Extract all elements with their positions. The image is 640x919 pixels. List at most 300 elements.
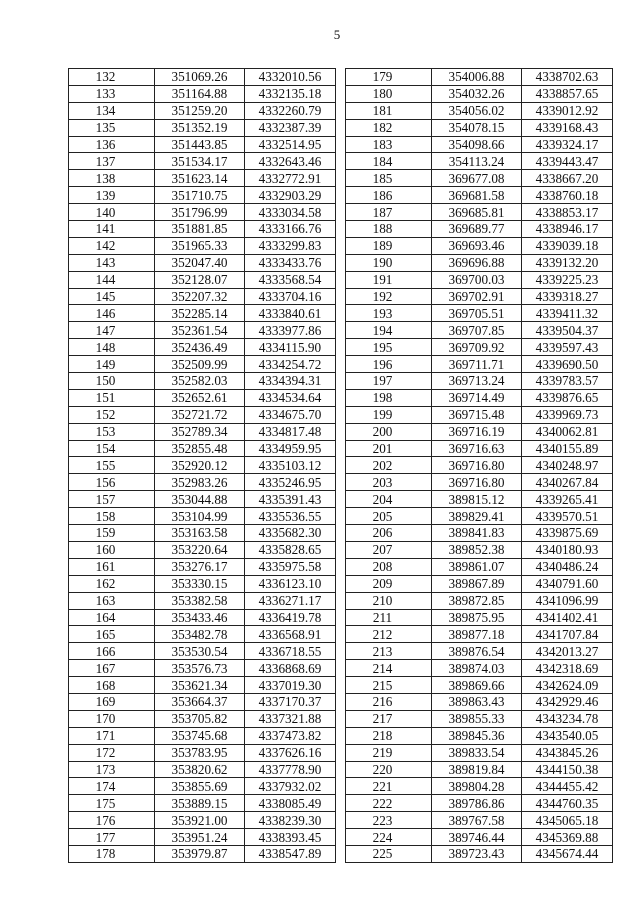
table-row [69, 609, 336, 626]
x-coordinate-cell: 354006.88 [432, 69, 522, 86]
y-coordinate-cell: 4333568.54 [245, 271, 336, 288]
x-coordinate-cell: 352652.61 [155, 389, 245, 406]
point-number-cell: 217 [346, 710, 432, 727]
x-coordinate-cell: 369716.80 [432, 457, 522, 474]
table-row [346, 660, 613, 677]
point-number-cell: 154 [69, 440, 155, 457]
point-number-cell: 146 [69, 305, 155, 322]
point-number-cell: 147 [69, 322, 155, 339]
point-number-cell: 222 [346, 795, 432, 812]
table-row [346, 406, 613, 423]
y-coordinate-cell: 4345674.44 [522, 845, 613, 862]
x-coordinate-cell: 352128.07 [155, 271, 245, 288]
point-number-cell: 139 [69, 187, 155, 204]
point-number-cell: 155 [69, 457, 155, 474]
point-number-cell: 185 [346, 170, 432, 187]
table-row [346, 592, 613, 609]
y-coordinate-cell: 4338853.17 [522, 204, 613, 221]
y-coordinate-cell: 4337778.90 [245, 761, 336, 778]
x-coordinate-cell: 389875.95 [432, 609, 522, 626]
point-number-cell: 132 [69, 69, 155, 86]
y-coordinate-cell: 4339318.27 [522, 288, 613, 305]
table-row [346, 744, 613, 761]
point-number-cell: 145 [69, 288, 155, 305]
point-number-cell: 188 [346, 221, 432, 238]
table-row [346, 204, 613, 221]
table-row [69, 339, 336, 356]
table-row [69, 406, 336, 423]
point-number-cell: 197 [346, 373, 432, 390]
x-coordinate-cell: 369702.91 [432, 288, 522, 305]
y-coordinate-cell: 4339597.43 [522, 339, 613, 356]
table-row [346, 541, 613, 558]
table-row [69, 693, 336, 710]
x-coordinate-cell: 353163.58 [155, 525, 245, 542]
table-row [346, 85, 613, 102]
x-coordinate-cell: 353482.78 [155, 626, 245, 643]
y-coordinate-cell: 4333299.83 [245, 237, 336, 254]
y-coordinate-cell: 4333840.61 [245, 305, 336, 322]
table-row [69, 254, 336, 271]
table-row [346, 626, 613, 643]
table-row [346, 237, 613, 254]
point-number-cell: 133 [69, 85, 155, 102]
x-coordinate-cell: 369681.58 [432, 187, 522, 204]
table-row [69, 305, 336, 322]
y-coordinate-cell: 4345065.18 [522, 812, 613, 829]
x-coordinate-cell: 389877.18 [432, 626, 522, 643]
y-coordinate-cell: 4335391.43 [245, 491, 336, 508]
point-number-cell: 212 [346, 626, 432, 643]
table-row [346, 609, 613, 626]
table-row [346, 305, 613, 322]
point-number-cell: 173 [69, 761, 155, 778]
coordinates-table-right [345, 68, 613, 863]
x-coordinate-cell: 353705.82 [155, 710, 245, 727]
y-coordinate-cell: 4336271.17 [245, 592, 336, 609]
table-row [69, 626, 336, 643]
point-number-cell: 162 [69, 575, 155, 592]
point-number-cell: 223 [346, 812, 432, 829]
y-coordinate-cell: 4333034.58 [245, 204, 336, 221]
table-row [69, 829, 336, 846]
point-number-cell: 134 [69, 102, 155, 119]
x-coordinate-cell: 369700.03 [432, 271, 522, 288]
table-row [346, 643, 613, 660]
point-number-cell: 221 [346, 778, 432, 795]
table-row [346, 187, 613, 204]
table-row [69, 288, 336, 305]
table-row [69, 271, 336, 288]
table-row [69, 558, 336, 575]
y-coordinate-cell: 4345369.88 [522, 829, 613, 846]
table-row [346, 491, 613, 508]
table-row [69, 356, 336, 373]
table-row [346, 373, 613, 390]
point-number-cell: 182 [346, 119, 432, 136]
x-coordinate-cell: 353276.17 [155, 558, 245, 575]
table-row [69, 660, 336, 677]
x-coordinate-cell: 351965.33 [155, 237, 245, 254]
point-number-cell: 143 [69, 254, 155, 271]
table-row [69, 170, 336, 187]
x-coordinate-cell: 351623.14 [155, 170, 245, 187]
x-coordinate-cell: 351164.88 [155, 85, 245, 102]
x-coordinate-cell: 351352.19 [155, 119, 245, 136]
x-coordinate-cell: 354098.66 [432, 136, 522, 153]
point-number-cell: 206 [346, 525, 432, 542]
x-coordinate-cell: 353433.46 [155, 609, 245, 626]
y-coordinate-cell: 4339504.37 [522, 322, 613, 339]
y-coordinate-cell: 4338393.45 [245, 829, 336, 846]
point-number-cell: 202 [346, 457, 432, 474]
point-number-cell: 171 [69, 727, 155, 744]
point-number-cell: 213 [346, 643, 432, 660]
point-number-cell: 211 [346, 609, 432, 626]
x-coordinate-cell: 353104.99 [155, 508, 245, 525]
point-number-cell: 192 [346, 288, 432, 305]
point-number-cell: 210 [346, 592, 432, 609]
point-number-cell: 149 [69, 356, 155, 373]
x-coordinate-cell: 353530.54 [155, 643, 245, 660]
x-coordinate-cell: 352207.32 [155, 288, 245, 305]
x-coordinate-cell: 353745.68 [155, 727, 245, 744]
x-coordinate-cell: 389876.54 [432, 643, 522, 660]
point-number-cell: 152 [69, 406, 155, 423]
point-number-cell: 200 [346, 423, 432, 440]
table-row [69, 643, 336, 660]
x-coordinate-cell: 369685.81 [432, 204, 522, 221]
table-row [69, 727, 336, 744]
point-number-cell: 136 [69, 136, 155, 153]
x-coordinate-cell: 353220.64 [155, 541, 245, 558]
table-row [346, 136, 613, 153]
y-coordinate-cell: 4339168.43 [522, 119, 613, 136]
y-coordinate-cell: 4344150.38 [522, 761, 613, 778]
y-coordinate-cell: 4337473.82 [245, 727, 336, 744]
x-coordinate-cell: 389841.83 [432, 525, 522, 542]
table-row [346, 440, 613, 457]
point-number-cell: 187 [346, 204, 432, 221]
table-row [346, 69, 613, 86]
table-row [346, 119, 613, 136]
y-coordinate-cell: 4339875.69 [522, 525, 613, 542]
y-coordinate-cell: 4342929.46 [522, 693, 613, 710]
y-coordinate-cell: 4339132.20 [522, 254, 613, 271]
point-number-cell: 138 [69, 170, 155, 187]
table-row [69, 440, 336, 457]
point-number-cell: 207 [346, 541, 432, 558]
y-coordinate-cell: 4339324.17 [522, 136, 613, 153]
x-coordinate-cell: 353382.58 [155, 592, 245, 609]
point-number-cell: 150 [69, 373, 155, 390]
table-row [69, 204, 336, 221]
y-coordinate-cell: 4334394.31 [245, 373, 336, 390]
table-row [346, 423, 613, 440]
x-coordinate-cell: 353921.00 [155, 812, 245, 829]
x-coordinate-cell: 369677.08 [432, 170, 522, 187]
y-coordinate-cell: 4338667.20 [522, 170, 613, 187]
point-number-cell: 172 [69, 744, 155, 761]
y-coordinate-cell: 4339443.47 [522, 153, 613, 170]
y-coordinate-cell: 4339969.73 [522, 406, 613, 423]
x-coordinate-cell: 389833.54 [432, 744, 522, 761]
point-number-cell: 225 [346, 845, 432, 862]
y-coordinate-cell: 4333433.76 [245, 254, 336, 271]
x-coordinate-cell: 352855.48 [155, 440, 245, 457]
table-row [69, 322, 336, 339]
table-row [346, 710, 613, 727]
y-coordinate-cell: 4337170.37 [245, 693, 336, 710]
x-coordinate-cell: 369696.88 [432, 254, 522, 271]
point-number-cell: 218 [346, 727, 432, 744]
y-coordinate-cell: 4336568.91 [245, 626, 336, 643]
point-number-cell: 142 [69, 237, 155, 254]
point-number-cell: 203 [346, 474, 432, 491]
point-number-cell: 141 [69, 221, 155, 238]
table-row [346, 356, 613, 373]
y-coordinate-cell: 4339690.50 [522, 356, 613, 373]
table-row [346, 575, 613, 592]
y-coordinate-cell: 4332643.46 [245, 153, 336, 170]
table-row [69, 677, 336, 694]
table-row [69, 102, 336, 119]
x-coordinate-cell: 389872.85 [432, 592, 522, 609]
y-coordinate-cell: 4338239.30 [245, 812, 336, 829]
point-number-cell: 201 [346, 440, 432, 457]
x-coordinate-cell: 369716.80 [432, 474, 522, 491]
point-number-cell: 209 [346, 575, 432, 592]
x-coordinate-cell: 369714.49 [432, 389, 522, 406]
y-coordinate-cell: 4334817.48 [245, 423, 336, 440]
x-coordinate-cell: 389869.66 [432, 677, 522, 694]
point-number-cell: 204 [346, 491, 432, 508]
table-row [346, 761, 613, 778]
x-coordinate-cell: 389845.36 [432, 727, 522, 744]
table-row [346, 102, 613, 119]
point-number-cell: 205 [346, 508, 432, 525]
y-coordinate-cell: 4339265.41 [522, 491, 613, 508]
table-row [69, 778, 336, 795]
table-row [69, 541, 336, 558]
table-row [69, 508, 336, 525]
y-coordinate-cell: 4337626.16 [245, 744, 336, 761]
point-number-cell: 214 [346, 660, 432, 677]
x-coordinate-cell: 353664.37 [155, 693, 245, 710]
point-number-cell: 184 [346, 153, 432, 170]
x-coordinate-cell: 352582.03 [155, 373, 245, 390]
x-coordinate-cell: 354078.15 [432, 119, 522, 136]
table-row [346, 322, 613, 339]
y-coordinate-cell: 4332260.79 [245, 102, 336, 119]
point-number-cell: 153 [69, 423, 155, 440]
x-coordinate-cell: 352361.54 [155, 322, 245, 339]
table-row [346, 474, 613, 491]
x-coordinate-cell: 389867.89 [432, 575, 522, 592]
x-coordinate-cell: 352721.72 [155, 406, 245, 423]
table-row [69, 389, 336, 406]
y-coordinate-cell: 4335536.55 [245, 508, 336, 525]
x-coordinate-cell: 352285.14 [155, 305, 245, 322]
x-coordinate-cell: 389746.44 [432, 829, 522, 846]
y-coordinate-cell: 4340062.81 [522, 423, 613, 440]
table-row [346, 812, 613, 829]
y-coordinate-cell: 4335828.65 [245, 541, 336, 558]
y-coordinate-cell: 4339570.51 [522, 508, 613, 525]
x-coordinate-cell: 369689.77 [432, 221, 522, 238]
y-coordinate-cell: 4342624.09 [522, 677, 613, 694]
x-coordinate-cell: 353330.15 [155, 575, 245, 592]
x-coordinate-cell: 352983.26 [155, 474, 245, 491]
x-coordinate-cell: 389767.58 [432, 812, 522, 829]
table-row [346, 525, 613, 542]
table-row [346, 795, 613, 812]
point-number-cell: 179 [346, 69, 432, 86]
table-row [346, 271, 613, 288]
x-coordinate-cell: 354113.24 [432, 153, 522, 170]
point-number-cell: 151 [69, 389, 155, 406]
y-coordinate-cell: 4336123.10 [245, 575, 336, 592]
x-coordinate-cell: 369711.71 [432, 356, 522, 373]
point-number-cell: 180 [346, 85, 432, 102]
x-coordinate-cell: 389861.07 [432, 558, 522, 575]
table-row [69, 221, 336, 238]
y-coordinate-cell: 4333977.86 [245, 322, 336, 339]
x-coordinate-cell: 389815.12 [432, 491, 522, 508]
x-coordinate-cell: 389829.41 [432, 508, 522, 525]
x-coordinate-cell: 389855.33 [432, 710, 522, 727]
table-row [346, 677, 613, 694]
table-row [69, 845, 336, 862]
point-number-cell: 176 [69, 812, 155, 829]
x-coordinate-cell: 369715.48 [432, 406, 522, 423]
y-coordinate-cell: 4332010.56 [245, 69, 336, 86]
table-row [69, 457, 336, 474]
y-coordinate-cell: 4338702.63 [522, 69, 613, 86]
point-number-cell: 194 [346, 322, 432, 339]
y-coordinate-cell: 4342013.27 [522, 643, 613, 660]
y-coordinate-cell: 4334115.90 [245, 339, 336, 356]
point-number-cell: 220 [346, 761, 432, 778]
x-coordinate-cell: 369693.46 [432, 237, 522, 254]
x-coordinate-cell: 351443.85 [155, 136, 245, 153]
point-number-cell: 158 [69, 508, 155, 525]
x-coordinate-cell: 369716.63 [432, 440, 522, 457]
y-coordinate-cell: 4341096.99 [522, 592, 613, 609]
point-number-cell: 198 [346, 389, 432, 406]
y-coordinate-cell: 4333704.16 [245, 288, 336, 305]
x-coordinate-cell: 389874.03 [432, 660, 522, 677]
x-coordinate-cell: 354032.26 [432, 85, 522, 102]
x-coordinate-cell: 351259.20 [155, 102, 245, 119]
x-coordinate-cell: 352436.49 [155, 339, 245, 356]
point-number-cell: 175 [69, 795, 155, 812]
table-row [346, 254, 613, 271]
table-row [69, 119, 336, 136]
y-coordinate-cell: 4338085.49 [245, 795, 336, 812]
table-row [69, 187, 336, 204]
x-coordinate-cell: 369707.85 [432, 322, 522, 339]
y-coordinate-cell: 4335975.58 [245, 558, 336, 575]
point-number-cell: 161 [69, 558, 155, 575]
x-coordinate-cell: 369713.24 [432, 373, 522, 390]
table-row [346, 339, 613, 356]
table-row [346, 288, 613, 305]
table-row [69, 761, 336, 778]
point-number-cell: 189 [346, 237, 432, 254]
x-coordinate-cell: 353979.87 [155, 845, 245, 862]
table-row [69, 153, 336, 170]
y-coordinate-cell: 4343540.05 [522, 727, 613, 744]
y-coordinate-cell: 4338946.17 [522, 221, 613, 238]
y-coordinate-cell: 4343234.78 [522, 710, 613, 727]
point-number-cell: 144 [69, 271, 155, 288]
x-coordinate-cell: 352920.12 [155, 457, 245, 474]
x-coordinate-cell: 353855.69 [155, 778, 245, 795]
x-coordinate-cell: 353820.62 [155, 761, 245, 778]
point-number-cell: 163 [69, 592, 155, 609]
point-number-cell: 166 [69, 643, 155, 660]
x-coordinate-cell: 389852.38 [432, 541, 522, 558]
x-coordinate-cell: 389723.43 [432, 845, 522, 862]
table-row [346, 727, 613, 744]
y-coordinate-cell: 4341707.84 [522, 626, 613, 643]
point-number-cell: 174 [69, 778, 155, 795]
point-number-cell: 167 [69, 660, 155, 677]
point-number-cell: 193 [346, 305, 432, 322]
table-row [346, 778, 613, 795]
point-number-cell: 137 [69, 153, 155, 170]
y-coordinate-cell: 4341402.41 [522, 609, 613, 626]
table-row [346, 693, 613, 710]
y-coordinate-cell: 4339012.92 [522, 102, 613, 119]
x-coordinate-cell: 351881.85 [155, 221, 245, 238]
table-row [69, 85, 336, 102]
table-row [346, 457, 613, 474]
y-coordinate-cell: 4335103.12 [245, 457, 336, 474]
x-coordinate-cell: 353621.34 [155, 677, 245, 694]
y-coordinate-cell: 4335682.30 [245, 525, 336, 542]
table-row [69, 812, 336, 829]
table-row [69, 744, 336, 761]
y-coordinate-cell: 4337321.88 [245, 710, 336, 727]
table-row [346, 558, 613, 575]
x-coordinate-cell: 351710.75 [155, 187, 245, 204]
x-coordinate-cell: 369709.92 [432, 339, 522, 356]
point-number-cell: 219 [346, 744, 432, 761]
point-number-cell: 186 [346, 187, 432, 204]
x-coordinate-cell: 353951.24 [155, 829, 245, 846]
table-row [69, 136, 336, 153]
point-number-cell: 177 [69, 829, 155, 846]
x-coordinate-cell: 389804.28 [432, 778, 522, 795]
y-coordinate-cell: 4334254.72 [245, 356, 336, 373]
table-row [346, 845, 613, 862]
x-coordinate-cell: 369705.51 [432, 305, 522, 322]
x-coordinate-cell: 352509.99 [155, 356, 245, 373]
y-coordinate-cell: 4339411.32 [522, 305, 613, 322]
point-number-cell: 148 [69, 339, 155, 356]
point-number-cell: 199 [346, 406, 432, 423]
x-coordinate-cell: 351796.99 [155, 204, 245, 221]
point-number-cell: 190 [346, 254, 432, 271]
point-number-cell: 216 [346, 693, 432, 710]
point-number-cell: 195 [346, 339, 432, 356]
point-number-cell: 156 [69, 474, 155, 491]
y-coordinate-cell: 4343845.26 [522, 744, 613, 761]
table-row [69, 423, 336, 440]
page-number: 5 [333, 27, 341, 42]
